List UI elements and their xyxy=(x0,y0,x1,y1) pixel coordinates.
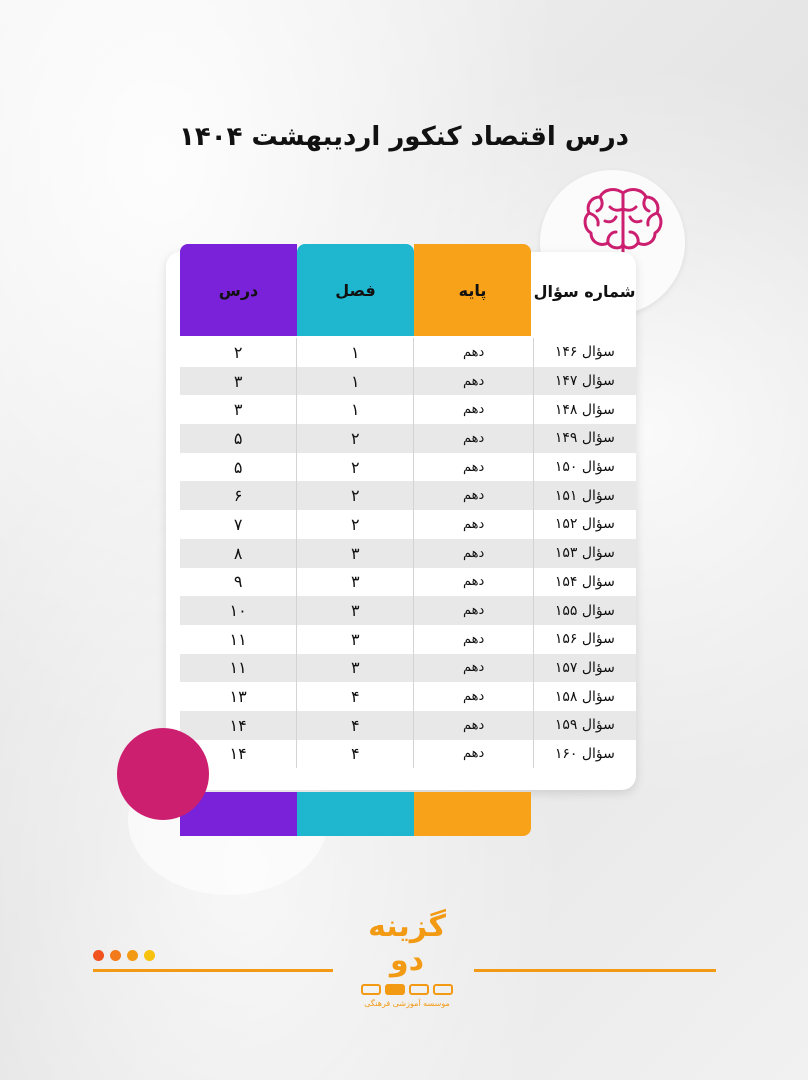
table-row xyxy=(180,625,636,654)
cell-lesson: ۳ xyxy=(180,367,297,396)
dot xyxy=(93,950,104,961)
footer-bar-chapter xyxy=(297,792,414,836)
table-row xyxy=(180,481,636,510)
logo-boxes-icon xyxy=(352,984,462,995)
cell-question-number: سؤال ۱۴۶ xyxy=(554,344,615,361)
cell-question-number: سؤال ۱۵۸ xyxy=(554,688,615,705)
cell-question-number: سؤال ۱۵۵ xyxy=(554,602,615,619)
footer-line-left xyxy=(93,969,333,972)
cell-lesson: ۱۱ xyxy=(180,654,297,683)
cell-chapter: ۲ xyxy=(297,481,414,510)
cell-chapter: ۳ xyxy=(297,625,414,654)
cell-chapter: ۴ xyxy=(297,711,414,740)
cell-lesson: ۱۰ xyxy=(180,596,297,625)
table-row xyxy=(180,424,636,453)
cell-lesson: ۵ xyxy=(180,424,297,453)
cell-grade: دهم xyxy=(414,367,533,396)
cell-lesson: ۳ xyxy=(180,395,297,424)
table-row xyxy=(180,367,636,396)
cell-question-number: سؤال ۱۴۹ xyxy=(554,430,615,447)
cell-question-number: سؤال ۱۴۸ xyxy=(554,401,615,418)
decorative-dots xyxy=(93,950,155,961)
cell-chapter: ۳ xyxy=(297,654,414,683)
brand-name: گزینه دو xyxy=(368,909,446,978)
cell-grade: دهم xyxy=(414,654,533,683)
dot xyxy=(127,950,138,961)
header-question-number: شماره سؤال xyxy=(533,281,636,301)
footer-line-right xyxy=(474,969,716,972)
cell-grade: دهم xyxy=(414,625,533,654)
cell-grade: دهم xyxy=(414,568,533,597)
cell-grade: دهم xyxy=(414,453,533,482)
table-row xyxy=(180,711,636,740)
header-grade: پایه xyxy=(414,244,531,336)
cell-grade: دهم xyxy=(414,510,533,539)
table-row xyxy=(180,740,636,769)
cell-grade: دهم xyxy=(414,539,533,568)
cell-question-number: سؤال ۱۵۶ xyxy=(554,631,615,648)
cell-chapter: ۲ xyxy=(297,510,414,539)
cell-lesson: ۱۴ xyxy=(180,740,297,769)
cell-question-number: سؤال ۱۶۰ xyxy=(554,745,615,762)
cell-grade: دهم xyxy=(414,740,533,769)
cell-lesson: ۱۴ xyxy=(180,711,297,740)
cell-grade: دهم xyxy=(414,596,533,625)
cell-question-number: سؤال ۱۵۷ xyxy=(554,659,615,676)
cell-question-number: سؤال ۱۵۰ xyxy=(554,459,615,476)
cell-grade: دهم xyxy=(414,682,533,711)
cell-chapter: ۴ xyxy=(297,740,414,769)
dot xyxy=(110,950,121,961)
table-row xyxy=(180,338,636,367)
cell-question-number: سؤال ۱۵۹ xyxy=(554,717,615,734)
table-row xyxy=(180,395,636,424)
cell-chapter: ۳ xyxy=(297,568,414,597)
cell-grade: دهم xyxy=(414,395,533,424)
cell-lesson: ۷ xyxy=(180,510,297,539)
decorative-circle-pink xyxy=(117,728,209,820)
logo-box xyxy=(385,984,405,995)
cell-question-number: سؤال ۱۴۷ xyxy=(554,373,615,390)
page-title: درس اقتصاد کنکور اردیبهشت ۱۴۰۴ xyxy=(178,122,630,152)
cell-question-number: سؤال ۱۵۳ xyxy=(554,545,615,562)
cell-grade: دهم xyxy=(414,338,533,367)
cell-question-number: سؤال ۱۵۲ xyxy=(554,516,615,533)
table-row xyxy=(180,453,636,482)
cell-lesson: ۶ xyxy=(180,481,297,510)
cell-chapter: ۲ xyxy=(297,453,414,482)
header-chapter: فصل xyxy=(297,244,414,336)
table-row xyxy=(180,510,636,539)
cell-lesson: ۲ xyxy=(180,338,297,367)
table-row xyxy=(180,596,636,625)
cell-chapter: ۱ xyxy=(297,338,414,367)
brand-logo xyxy=(352,910,462,1008)
footer-bar-grade xyxy=(414,792,531,836)
cell-lesson: ۸ xyxy=(180,539,297,568)
table-row xyxy=(180,682,636,711)
table-row xyxy=(180,654,636,683)
cell-lesson: ۱۱ xyxy=(180,625,297,654)
table-row xyxy=(180,568,636,597)
cell-lesson: ۹ xyxy=(180,568,297,597)
cell-chapter: ۳ xyxy=(297,539,414,568)
table-body xyxy=(180,338,636,768)
logo-box xyxy=(433,984,453,995)
cell-lesson: ۱۳ xyxy=(180,682,297,711)
header-lesson: درس xyxy=(180,244,297,336)
cell-lesson: ۵ xyxy=(180,453,297,482)
cell-chapter: ۱ xyxy=(297,367,414,396)
brand-subtitle: موسسه آموزشی فرهنگی xyxy=(364,999,450,1008)
cell-chapter: ۳ xyxy=(297,596,414,625)
brain-icon xyxy=(580,185,666,257)
cell-grade: دهم xyxy=(414,711,533,740)
cell-chapter: ۲ xyxy=(297,424,414,453)
cell-chapter: ۴ xyxy=(297,682,414,711)
dot xyxy=(144,950,155,961)
cell-chapter: ۱ xyxy=(297,395,414,424)
table-row xyxy=(180,539,636,568)
logo-box xyxy=(361,984,381,995)
cell-grade: دهم xyxy=(414,481,533,510)
logo-box xyxy=(409,984,429,995)
cell-question-number: سؤال ۱۵۱ xyxy=(554,487,615,504)
cell-grade: دهم xyxy=(414,424,533,453)
cell-question-number: سؤال ۱۵۴ xyxy=(554,573,615,590)
